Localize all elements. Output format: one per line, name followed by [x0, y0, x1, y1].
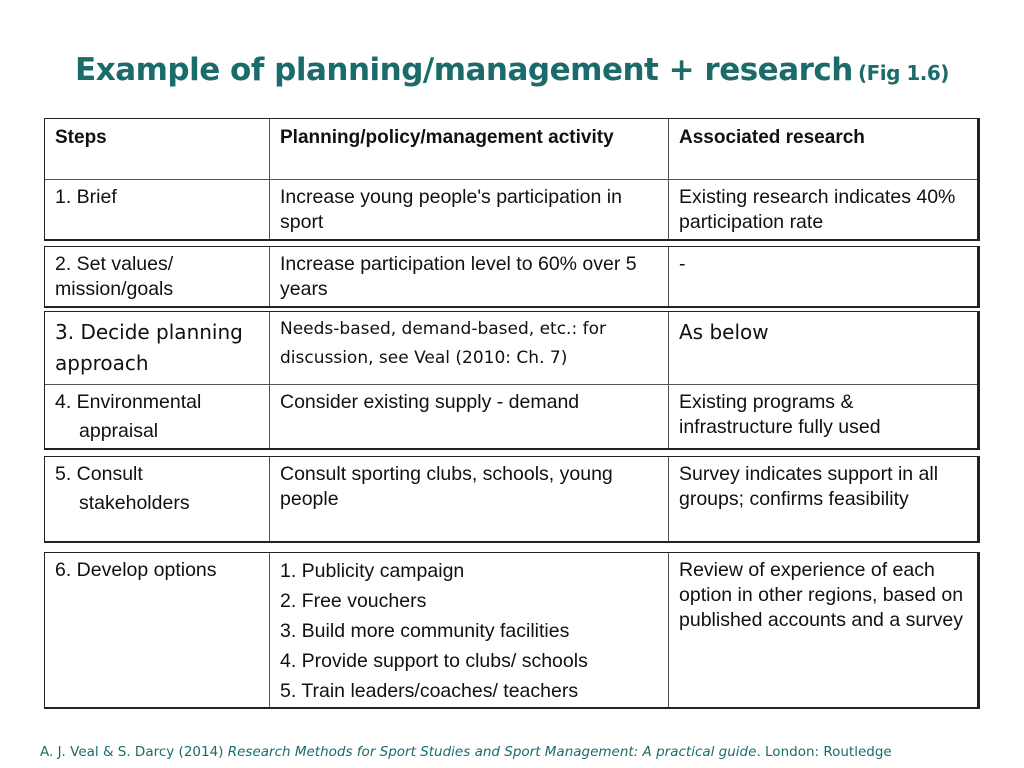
title-main: Example of planning/management + research	[75, 52, 853, 88]
option-item: 2. Free vouchers	[280, 590, 427, 612]
step-cell	[45, 385, 270, 448]
research-cell: Survey indicates support in all groups; confirms feasibility	[679, 463, 939, 510]
citation-book-title: Research Methods for Sport Studies and Sport Management: A practical guide	[227, 744, 757, 760]
step-cell	[45, 457, 270, 541]
step-label: 5. Consult	[55, 463, 143, 485]
research-cell: Existing programs & infrastructure fully used	[679, 391, 881, 438]
table-row	[45, 384, 977, 448]
step-label: 4. Environmental	[55, 391, 202, 413]
option-item: 5. Train leaders/coaches/ teachers	[280, 680, 579, 702]
table-row	[45, 312, 977, 384]
header-research: Associated research	[679, 127, 865, 148]
research-cell: -	[679, 253, 686, 275]
page-title	[0, 52, 1024, 88]
step-cell: 2. Set values/ mission/goals	[45, 247, 270, 306]
research-cell: As below	[679, 320, 769, 344]
citation-authors: A. J. Veal & S. Darcy (2014)	[40, 744, 228, 760]
activity-cell: Consult sporting clubs, schools, young people	[270, 457, 669, 541]
table-block-5	[44, 552, 980, 709]
table-row	[45, 457, 977, 541]
table-block-2	[44, 246, 980, 308]
step-label-continued: stakeholders	[79, 492, 190, 514]
activity-cell: Increase participation level to 60% over 5 years	[270, 247, 669, 306]
step-cell: 6. Develop options	[45, 553, 270, 707]
citation-publisher: . London: Routledge	[756, 744, 892, 760]
header-steps: Steps	[45, 119, 270, 179]
activity-cell: Increase young people's participation in sport	[270, 180, 669, 239]
table-row	[45, 553, 977, 707]
table-row	[45, 179, 977, 239]
activity-cell	[270, 553, 669, 707]
table-block-4	[44, 456, 980, 543]
table-header-row	[45, 119, 977, 179]
step-label-continued: appraisal	[79, 420, 159, 442]
title-figure-ref: (Fig 1.6)	[857, 61, 949, 85]
research-cell: Review of experience of each option in other regions, based on published accounts and a survey	[679, 559, 964, 631]
activity-cell: Needs-based, demand-based, etc.: for discussion, see Veal (2010: Ch. 7)	[270, 312, 669, 384]
step-cell: 1. Brief	[45, 180, 270, 239]
citation-footer	[40, 744, 892, 760]
research-cell: Existing research indicates 40% participation rate	[679, 186, 956, 233]
option-item: 3. Build more community facilities	[280, 620, 570, 642]
header-activity: Planning/policy/management activity	[270, 119, 669, 179]
step-cell: 3. Decide planning approach	[45, 312, 270, 384]
option-item: 1. Publicity campaign	[280, 560, 465, 582]
activity-cell: Consider existing supply - demand	[270, 385, 669, 448]
table-block-1	[44, 118, 980, 241]
table-row	[45, 247, 977, 306]
option-item: 4. Provide support to clubs/ schools	[280, 650, 588, 672]
table-block-3	[44, 311, 980, 450]
